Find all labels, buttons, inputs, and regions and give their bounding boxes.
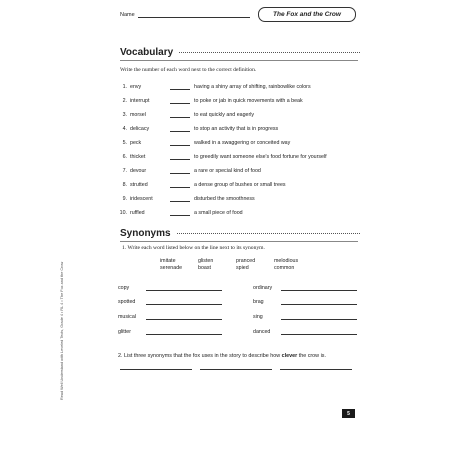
synonym-row <box>118 326 222 338</box>
vocab-number: 2. <box>122 98 127 104</box>
vocab-definition: a small piece of food <box>194 210 243 216</box>
vocab-number: 4. <box>122 126 127 132</box>
synonym-answer-line[interactable] <box>146 314 222 320</box>
vocab-word: thicket <box>130 154 146 160</box>
answer-blank[interactable] <box>170 197 190 202</box>
vocab-word: iridescent <box>130 196 153 202</box>
word-bank <box>160 258 312 271</box>
vocabulary-heading-row <box>120 47 360 58</box>
synonym-row <box>253 311 357 323</box>
story-title: The Fox and the Crow <box>258 7 356 22</box>
answer-line[interactable] <box>200 369 272 370</box>
divider <box>120 60 358 61</box>
vocab-number: 5. <box>122 140 127 146</box>
vocab-row <box>117 136 367 150</box>
synonym-row <box>118 296 222 308</box>
vocab-word: ruffled <box>130 210 145 216</box>
synonym-prompt: sing <box>253 314 263 320</box>
vocab-definition: disturbed the smoothness <box>194 196 255 202</box>
vocab-definition: to eat quickly and eagerly <box>194 112 255 118</box>
answer-blank[interactable] <box>170 127 190 132</box>
vocab-number: 7. <box>122 168 127 174</box>
synonym-row <box>253 282 357 294</box>
vocab-row <box>117 164 367 178</box>
vocab-definition: a rare or special kind of food <box>194 168 261 174</box>
question-2-keyword: clever <box>281 353 298 359</box>
vocab-word: morsel <box>130 112 146 118</box>
synonym-row <box>253 296 357 308</box>
answer-blank[interactable] <box>170 113 190 118</box>
answer-blank[interactable] <box>170 183 190 188</box>
answer-blank[interactable] <box>170 155 190 160</box>
answer-blank[interactable] <box>170 169 190 174</box>
synonym-answer-line[interactable] <box>281 299 357 305</box>
vocab-number: 3. <box>122 112 127 118</box>
answer-line[interactable] <box>120 369 192 370</box>
vocab-row <box>117 80 367 94</box>
vocab-number: 1. <box>122 84 127 90</box>
bank-word: melodious <box>274 258 299 264</box>
divider <box>120 241 358 242</box>
synonym-answer-line[interactable] <box>146 299 222 305</box>
bank-word: spied <box>236 265 249 271</box>
synonym-answer-line[interactable] <box>281 329 357 335</box>
vocabulary-list <box>117 80 367 220</box>
synonyms-heading: Synonyms <box>120 228 171 239</box>
synonym-answer-line[interactable] <box>146 329 222 335</box>
vocab-row <box>117 94 367 108</box>
vocab-number: 8. <box>122 182 127 188</box>
synonyms-instruction: 1. Write each word listed below on the line next to its synonym. <box>122 245 265 251</box>
bank-word: imitate <box>160 258 176 264</box>
bank-word: glisten <box>198 258 214 264</box>
side-credit: Read Well Understand with Leveled Texts, Grade 4 • RL 4 • The Fox and the Crow <box>60 261 64 400</box>
answer-blank[interactable] <box>170 99 190 104</box>
heading-dots <box>179 52 360 53</box>
vocab-row <box>117 108 367 122</box>
synonym-row <box>118 311 222 323</box>
vocabulary-heading: Vocabulary <box>120 47 174 58</box>
vocab-number: 6. <box>122 154 127 160</box>
synonym-prompt: spotted <box>118 299 136 305</box>
synonym-prompt: musical <box>118 314 136 320</box>
synonym-answer-line[interactable] <box>281 285 357 291</box>
page-number: 5 <box>342 409 355 418</box>
synonym-row <box>253 326 357 338</box>
vocab-definition: walked in a swaggering or conceited way <box>194 140 291 146</box>
name-line[interactable] <box>138 12 250 18</box>
synonym-prompt: ordinary <box>253 285 273 291</box>
vocab-number: 9. <box>122 196 127 202</box>
vocab-word: devour <box>130 168 147 174</box>
vocab-row <box>117 192 367 206</box>
question-2-suffix: the crow is. <box>297 353 326 359</box>
answer-blank[interactable] <box>170 141 190 146</box>
bank-word: serenade <box>160 265 183 271</box>
vocab-word: strutted <box>130 182 148 188</box>
vocab-definition: having a shiny array of shifting, rainbowlike colors <box>194 84 311 90</box>
vocab-row <box>117 178 367 192</box>
answer-blank[interactable] <box>170 211 190 216</box>
vocab-number: 10. <box>119 210 127 216</box>
vocab-definition: to greedily want someone else's food fortune for yourself <box>194 154 327 160</box>
vocab-definition: to poke or jab in quick movements with a beak <box>194 98 303 104</box>
question-2-prefix: 2. List three synonyms that the fox uses in the story to describe how <box>118 353 282 359</box>
vocab-definition: to stop an activity that is in progress <box>194 126 279 132</box>
synonym-prompt: copy <box>118 285 130 291</box>
synonym-answer-line[interactable] <box>281 314 357 320</box>
vocab-definition: a dense group of bushes or small trees <box>194 182 286 188</box>
synonym-prompt: danced <box>253 329 271 335</box>
synonym-row <box>118 282 222 294</box>
vocab-row <box>117 122 367 136</box>
answer-line[interactable] <box>280 369 352 370</box>
answer-blank[interactable] <box>170 85 190 90</box>
synonym-prompt: glitter <box>118 329 131 335</box>
vocab-word: peck <box>130 140 142 146</box>
vocab-word: delicacy <box>130 126 150 132</box>
bank-word: pranced <box>236 258 256 264</box>
vocabulary-instruction: Write the number of each word next to the correct definition. <box>120 67 257 73</box>
vocab-row <box>117 206 367 220</box>
synonym-prompt: brag <box>253 299 264 305</box>
synonym-answer-line[interactable] <box>146 285 222 291</box>
heading-dots <box>177 233 360 234</box>
bank-word: boast <box>198 265 211 271</box>
vocab-word: interrupt <box>130 98 150 104</box>
vocab-row <box>117 150 367 164</box>
synonyms-heading-row <box>120 228 360 239</box>
name-field <box>120 12 250 18</box>
name-label: Name <box>120 12 135 18</box>
vocab-word: envy <box>130 84 142 90</box>
bank-word: common <box>274 265 295 271</box>
question-2 <box>118 353 326 359</box>
